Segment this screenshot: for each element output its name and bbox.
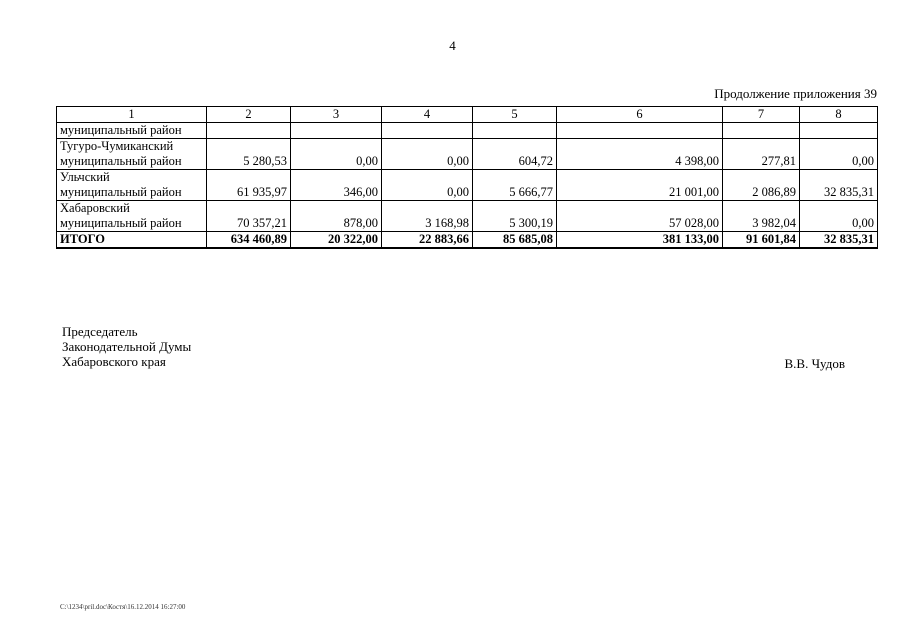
district-name-line: муниципальный район	[60, 154, 182, 168]
column-header: 2	[207, 107, 291, 123]
signature-title-line: Законодательной Думы	[62, 339, 192, 354]
value-cell: 0,00	[800, 139, 878, 170]
value-cell: 4 398,00	[557, 139, 723, 170]
district-name-cell	[57, 201, 207, 232]
table-row	[57, 123, 878, 139]
file-path-footer: C:\1234\pril.doc\Костя\16.12.2014 16:27:00	[60, 603, 186, 611]
page-number: 4	[449, 38, 456, 53]
value-cell	[291, 123, 382, 139]
column-header: 8	[800, 107, 878, 123]
value-cell: 346,00	[291, 170, 382, 201]
value-cell: 3 982,04	[723, 201, 800, 232]
value-cell: 0,00	[382, 170, 473, 201]
district-name-cell	[57, 139, 207, 170]
value-cell: 5 300,19	[473, 201, 557, 232]
signer-name: В.В. Чудов	[784, 356, 845, 371]
district-name-line: муниципальный район	[60, 123, 182, 137]
data-table	[56, 106, 878, 249]
signature-block	[62, 324, 191, 369]
district-name-cell	[57, 123, 207, 139]
value-cell: 32 835,31	[800, 170, 878, 201]
district-name-line: Ульчский	[60, 170, 110, 184]
district-name-line: Хабаровский	[60, 201, 130, 215]
total-value: 22 883,66	[382, 232, 473, 249]
column-header: 6	[557, 107, 723, 123]
value-cell: 70 357,21	[207, 201, 291, 232]
total-label: ИТОГО	[57, 232, 207, 249]
column-header: 4	[382, 107, 473, 123]
column-header: 3	[291, 107, 382, 123]
district-name-cell	[57, 170, 207, 201]
value-cell	[800, 123, 878, 139]
total-value: 634 460,89	[207, 232, 291, 249]
value-cell: 57 028,00	[557, 201, 723, 232]
column-header: 5	[473, 107, 557, 123]
value-cell	[723, 123, 800, 139]
value-cell: 0,00	[800, 201, 878, 232]
total-value: 20 322,00	[291, 232, 382, 249]
value-cell: 0,00	[291, 139, 382, 170]
total-value: 381 133,00	[557, 232, 723, 249]
signature-title-line: Председатель	[62, 324, 138, 339]
table-row	[57, 139, 878, 170]
table-row	[57, 170, 878, 201]
appendix-note: Продолжение приложения 39	[714, 86, 877, 101]
value-cell: 878,00	[291, 201, 382, 232]
value-cell: 277,81	[723, 139, 800, 170]
value-cell	[207, 123, 291, 139]
value-cell: 61 935,97	[207, 170, 291, 201]
total-value: 91 601,84	[723, 232, 800, 249]
district-name-line: муниципальный район	[60, 216, 182, 230]
table-header-row	[57, 107, 878, 123]
value-cell: 604,72	[473, 139, 557, 170]
total-row	[57, 232, 878, 249]
value-cell: 21 001,00	[557, 170, 723, 201]
value-cell	[557, 123, 723, 139]
value-cell: 2 086,89	[723, 170, 800, 201]
value-cell: 0,00	[382, 139, 473, 170]
district-name-line: Тугуро-Чумиканский	[60, 139, 174, 153]
value-cell: 5 666,77	[473, 170, 557, 201]
value-cell	[382, 123, 473, 139]
value-cell	[473, 123, 557, 139]
column-header: 1	[57, 107, 207, 123]
table-row	[57, 201, 878, 232]
value-cell: 3 168,98	[382, 201, 473, 232]
district-name-line: муниципальный район	[60, 185, 182, 199]
value-cell: 5 280,53	[207, 139, 291, 170]
total-value: 32 835,31	[800, 232, 878, 249]
total-value: 85 685,08	[473, 232, 557, 249]
signature-title-line: Хабаровского края	[62, 354, 166, 369]
column-header: 7	[723, 107, 800, 123]
